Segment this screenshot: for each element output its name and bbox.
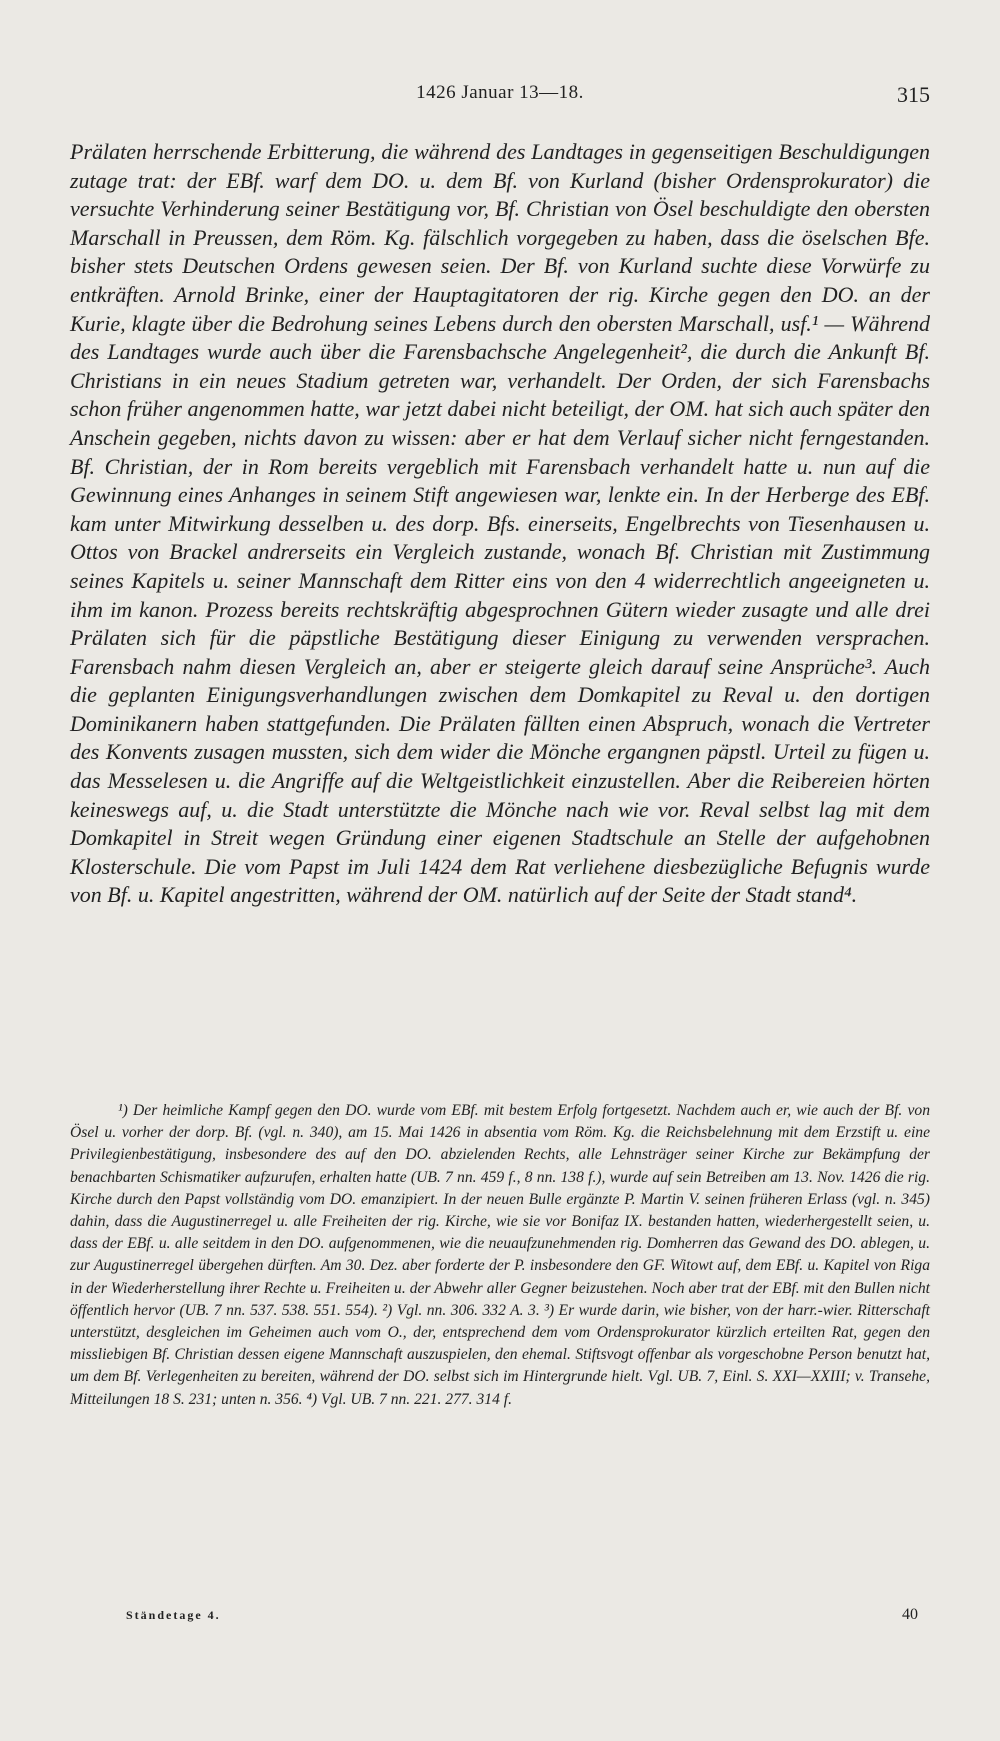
sheet-number: 40: [902, 1606, 918, 1623]
footnotes: [70, 1100, 930, 1411]
footnote-block: ¹) Der heimliche Kampf gegen den DO. wurde vom EBf. mit bestem Erfolg fortgesetzt. Nachdem auch er, wie auch der Bf. von Ösel u. vorher der dorp. Bf. (vgl. n. 340), am 15. Mai 1426 in absentia vom Röm. Kg. die Reichsbelehnung mit dem Erzstift u. eine Privilegienbestätigung, insbesondere des auf den DO. abzielenden Rechts, alle Lehnsträger seiner Kirche zur Bekämpfung der benachbarten Schismatiker aufzurufen, erhalten hatte (UB. 7 nn. 459 f., 8 nn. 138 f.), wurde auf sein Betreiben am 13. Nov. 1426 die rig. Kirche durch den Papst vollständig vom DO. emanzipiert. In der neuen Bulle ergänzte P. Martin V. seinen früheren Erlass (vgl. n. 345) dahin, dass die Augustinerregel u. alle Freiheiten der rig. Kirche, wie sie vor Bonifaz IX. bestanden hatten, wiederhergestellt seien, u. dass der EBf. u. alle seitdem in den DO. aufgenommenen, wie die neuaufzunehmenden rig. Domherren das Gewand des DO. ablegen, u. zur Augustinerregel übergehen dürften. Am 30. Dez. aber forderte der P. insbesondere den GF. Witowt auf, dem EBf. u. Kapitel von Riga in der Wiederherstellung ihrer Rechte u. Freiheiten u. der Abwehr aller Gegner beizustehen. Noch aber trat der EBf. mit den Bullen nicht öffentlich hervor (UB. 7 nn. 537. 538. 551. 554). ²) Vgl. nn. 306. 332 A. 3. ³) Er wurde darin, wie bisher, von der harr.-wier. Ritterschaft unterstützt, desgleichen im Geheimen auch vom O., der, entsprechend dem vom Ordensprokurator kürzlich erteilten Rat, gegen den missliebigen Bf. Christian dessen eigene Mannschaft auszuspielen, den ehemal. Stiftsvogt offenbar als vorgeschobne Person benutzt hat, um dem Bf. Verlegenheiten zu bereiten, während der DO. selbst sich im Hintergrunde hielt. Vgl. UB. 7, Einl. S. XXI—XXIII; v. Transehe, Mitteilungen 18 S. 231; unten n. 356. ⁴) Vgl. UB. 7 nn. 221. 277. 314 f.: [70, 1102, 930, 1408]
running-head: 1426 Januar 13—18.: [416, 82, 584, 103]
page-number: 315: [897, 82, 930, 107]
printer-signature: Ständetage 4.: [126, 1608, 221, 1622]
page-header: [70, 82, 930, 112]
body-paragraph: Prälaten herrschende Erbitterung, die während des Landtages in gegenseitigen Beschuldigungen zutage trat: der EBf. warf dem DO. u. dem Bf. von Kurland (bisher Ordensprokurator) die versuchte Verhinderung seiner Bestätigung vor, Bf. Christian von Ösel beschuldigte den obersten Marschall in Preussen, dem Röm. Kg. fälschlich vorgegeben zu haben, dass die öselschen Bfe. bisher stets Deutschen Ordens gewesen seien. Der Bf. von Kurland suchte diese Vorwürfe zu entkräften. Arnold Brinke, einer der Hauptagitatoren der rig. Kirche gegen den DO. an der Kurie, klagte über die Bedrohung seines Lebens durch den obersten Marschall, usf.¹ — Während des Landtages wurde auch über die Farensbachsche Angelegenheit², die durch die Ankunft Bf. Christians in ein neues Stadium getreten war, verhandelt. Der Orden, der sich Farensbachs schon früher angenommen hatte, war jetzt dabei nicht beteiligt, der OM. hat sich auch später den Anschein gegeben, nichts davon zu wissen: aber er hat dem Verlauf sicher nicht ferngestanden. Bf. Christian, der in Rom bereits vergeblich mit Farensbach verhandelt hatte u. nun auf die Gewinnung eines Anhanges in seinem Stift angewiesen war, lenkte ein. In der Herberge des EBf. kam unter Mitwirkung desselben u. des dorp. Bfs. einerseits, Engelbrechts von Tiesenhausen u. Ottos von Brackel andrerseits ein Vergleich zustande, wonach Bf. Christian mit Zustimmung seines Kapitels u. seiner Mannschaft dem Ritter eins von den 4 widerrechtlich angeeigneten u. ihm im kanon. Prozess bereits rechtskräftig abgesprochnen Gütern wieder zusagte und alle drei Prälaten sich für die päpstliche Bestätigung dieser Einigung zu verwenden versprachen. Farensbach nahm diesen Vergleich an, aber er steigerte gleich darauf seine Ansprüche³. Auch die geplanten Einigungsverhandlungen zwischen dem Domkapitel zu Reval u. den dortigen Dominikanern haben stattgefunden. Die Prälaten fällten einen Abspruch, wonach die Vertreter des Konvents zusagen mussten, sich dem wider die Mönche ergangnen päpstl. Urteil zu fügen u. das Messelesen u. die Angriffe auf die Weltgeistlichkeit einzustellen. Aber die Reibereien hörten keineswegs auf, u. die Stadt unterstützte die Mönche nach wie vor. Reval selbst lag mit dem Domkapitel in Streit wegen Gründung einer eigenen Stadtschule an Stelle der aufgehobnen Klosterschule. Die vom Papst im Juli 1424 dem Rat verliehene diesbezügliche Befugnis wurde von Bf. u. Kapitel angestritten, während der OM. natürlich auf der Seite der Stadt stand⁴.: [70, 139, 930, 908]
main-text: [70, 138, 930, 910]
page-footer: [70, 1606, 930, 1630]
